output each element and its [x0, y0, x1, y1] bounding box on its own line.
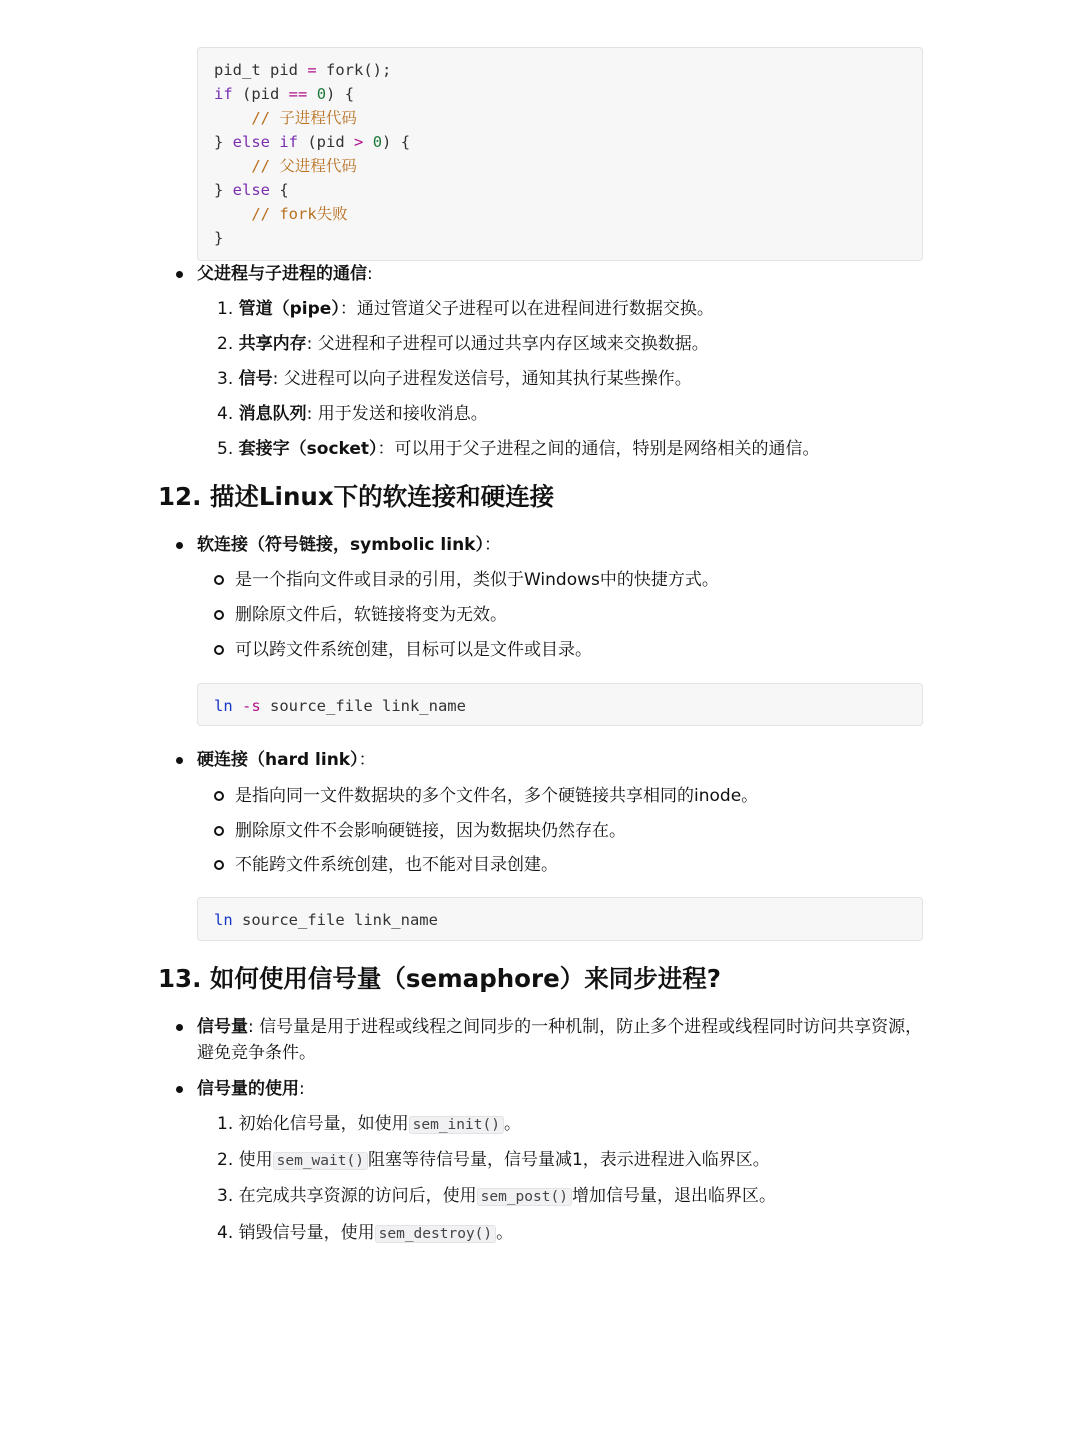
hard-link-code-block — [197, 897, 923, 941]
code-line: // 子进程代码 — [251, 109, 357, 127]
code-line: if (pid == 0) { — [214, 85, 355, 103]
inline-code: sem_destroy() — [375, 1225, 497, 1243]
hard-link-item: 不能跨文件系统创建，也不能对目录创建。 — [235, 855, 558, 875]
code-line: } — [214, 229, 224, 247]
inline-code: sem_init() — [409, 1116, 504, 1134]
hard-link-item: 是指向同一文件数据块的多个文件名，多个硬链接共享相同的inode。 — [235, 786, 759, 806]
code-line: } else if (pid > 0) { — [214, 133, 411, 151]
bullet-dot — [176, 1024, 183, 1031]
soft-link-item: 是一个指向文件或目录的引用，类似于Windows中的快捷方式。 — [235, 570, 719, 590]
hard-link-heading: 硬连接（hard link）： — [197, 750, 376, 770]
comm-item-2: 2. 共享内存: 父进程和子进程可以通过共享内存区域来交换数据。 — [217, 334, 709, 354]
bullet-dot — [176, 542, 183, 549]
usage-item-2: 2. 使用 sem_wait() 阻塞等待信号量，信号量减1，表示进程进入临界区。 — [217, 1150, 770, 1170]
soft-link-item: 可以跨文件系统创建，目标可以是文件或目录。 — [235, 640, 592, 660]
code-line: ln source_file link_name — [214, 911, 438, 929]
usage-item-1: 1. 初始化信号量，如使用 sem_init() 。 — [217, 1114, 521, 1134]
circle-bullet — [214, 610, 224, 620]
code-line: ln -s source_file link_name — [214, 697, 466, 715]
semaphore-definition: 信号量: 信号量是用于进程或线程之间同步的一种机制，防止多个进程或线程同时访问共享资源， — [197, 1017, 923, 1037]
soft-link-item: 删除原文件后，软链接将变为无效。 — [235, 605, 507, 625]
code-line: // fork失败 — [251, 205, 348, 223]
section-12-heading: 12. 描述Linux下的软连接和硬连接 — [158, 482, 555, 511]
comm-item-1: 1. 管道（pipe）：通过管道父子进程可以在进程间进行数据交换。 — [217, 299, 714, 319]
bullet-dot — [176, 271, 183, 278]
semaphore-usage-heading: 信号量的使用: — [197, 1079, 305, 1099]
soft-link-code-block — [197, 683, 923, 726]
usage-item-3: 3. 在完成共享资源的访问后，使用 sem_post() 增加信号量，退出临界区。 — [217, 1186, 776, 1206]
code-line: } else { — [214, 181, 289, 199]
bullet-dot — [176, 757, 183, 764]
circle-bullet — [214, 826, 224, 836]
code-line: pid_t pid = fork(); — [214, 61, 392, 79]
usage-item-4: 4. 销毁信号量，使用 sem_destroy() 。 — [217, 1223, 514, 1243]
section-13-heading: 13. 如何使用信号量（semaphore）来同步进程? — [158, 964, 721, 993]
comm-item-5: 5. 套接字（socket）：可以用于父子进程之间的通信，特别是网络相关的通信。 — [217, 439, 820, 459]
inline-code: sem_post() — [477, 1188, 572, 1206]
code-line: // 父进程代码 — [251, 157, 357, 175]
fork-code-block — [197, 47, 923, 261]
semaphore-definition-cont: 避免竞争条件。 — [197, 1043, 316, 1063]
comm-item-3: 3. 信号: 父进程可以向子进程发送信号，通知其执行某些操作。 — [217, 369, 692, 389]
hard-link-item: 删除原文件不会影响硬链接，因为数据块仍然存在。 — [235, 821, 626, 841]
circle-bullet — [214, 645, 224, 655]
comm-heading: 父进程与子进程的通信: — [197, 264, 373, 284]
inline-code: sem_wait() — [273, 1152, 368, 1170]
circle-bullet — [214, 791, 224, 801]
circle-bullet — [214, 575, 224, 585]
soft-link-heading: 软连接（符号链接，symbolic link）： — [197, 535, 501, 555]
comm-item-4: 4. 消息队列: 用于发送和接收消息。 — [217, 404, 488, 424]
bullet-dot — [176, 1086, 183, 1093]
circle-bullet — [214, 860, 224, 870]
